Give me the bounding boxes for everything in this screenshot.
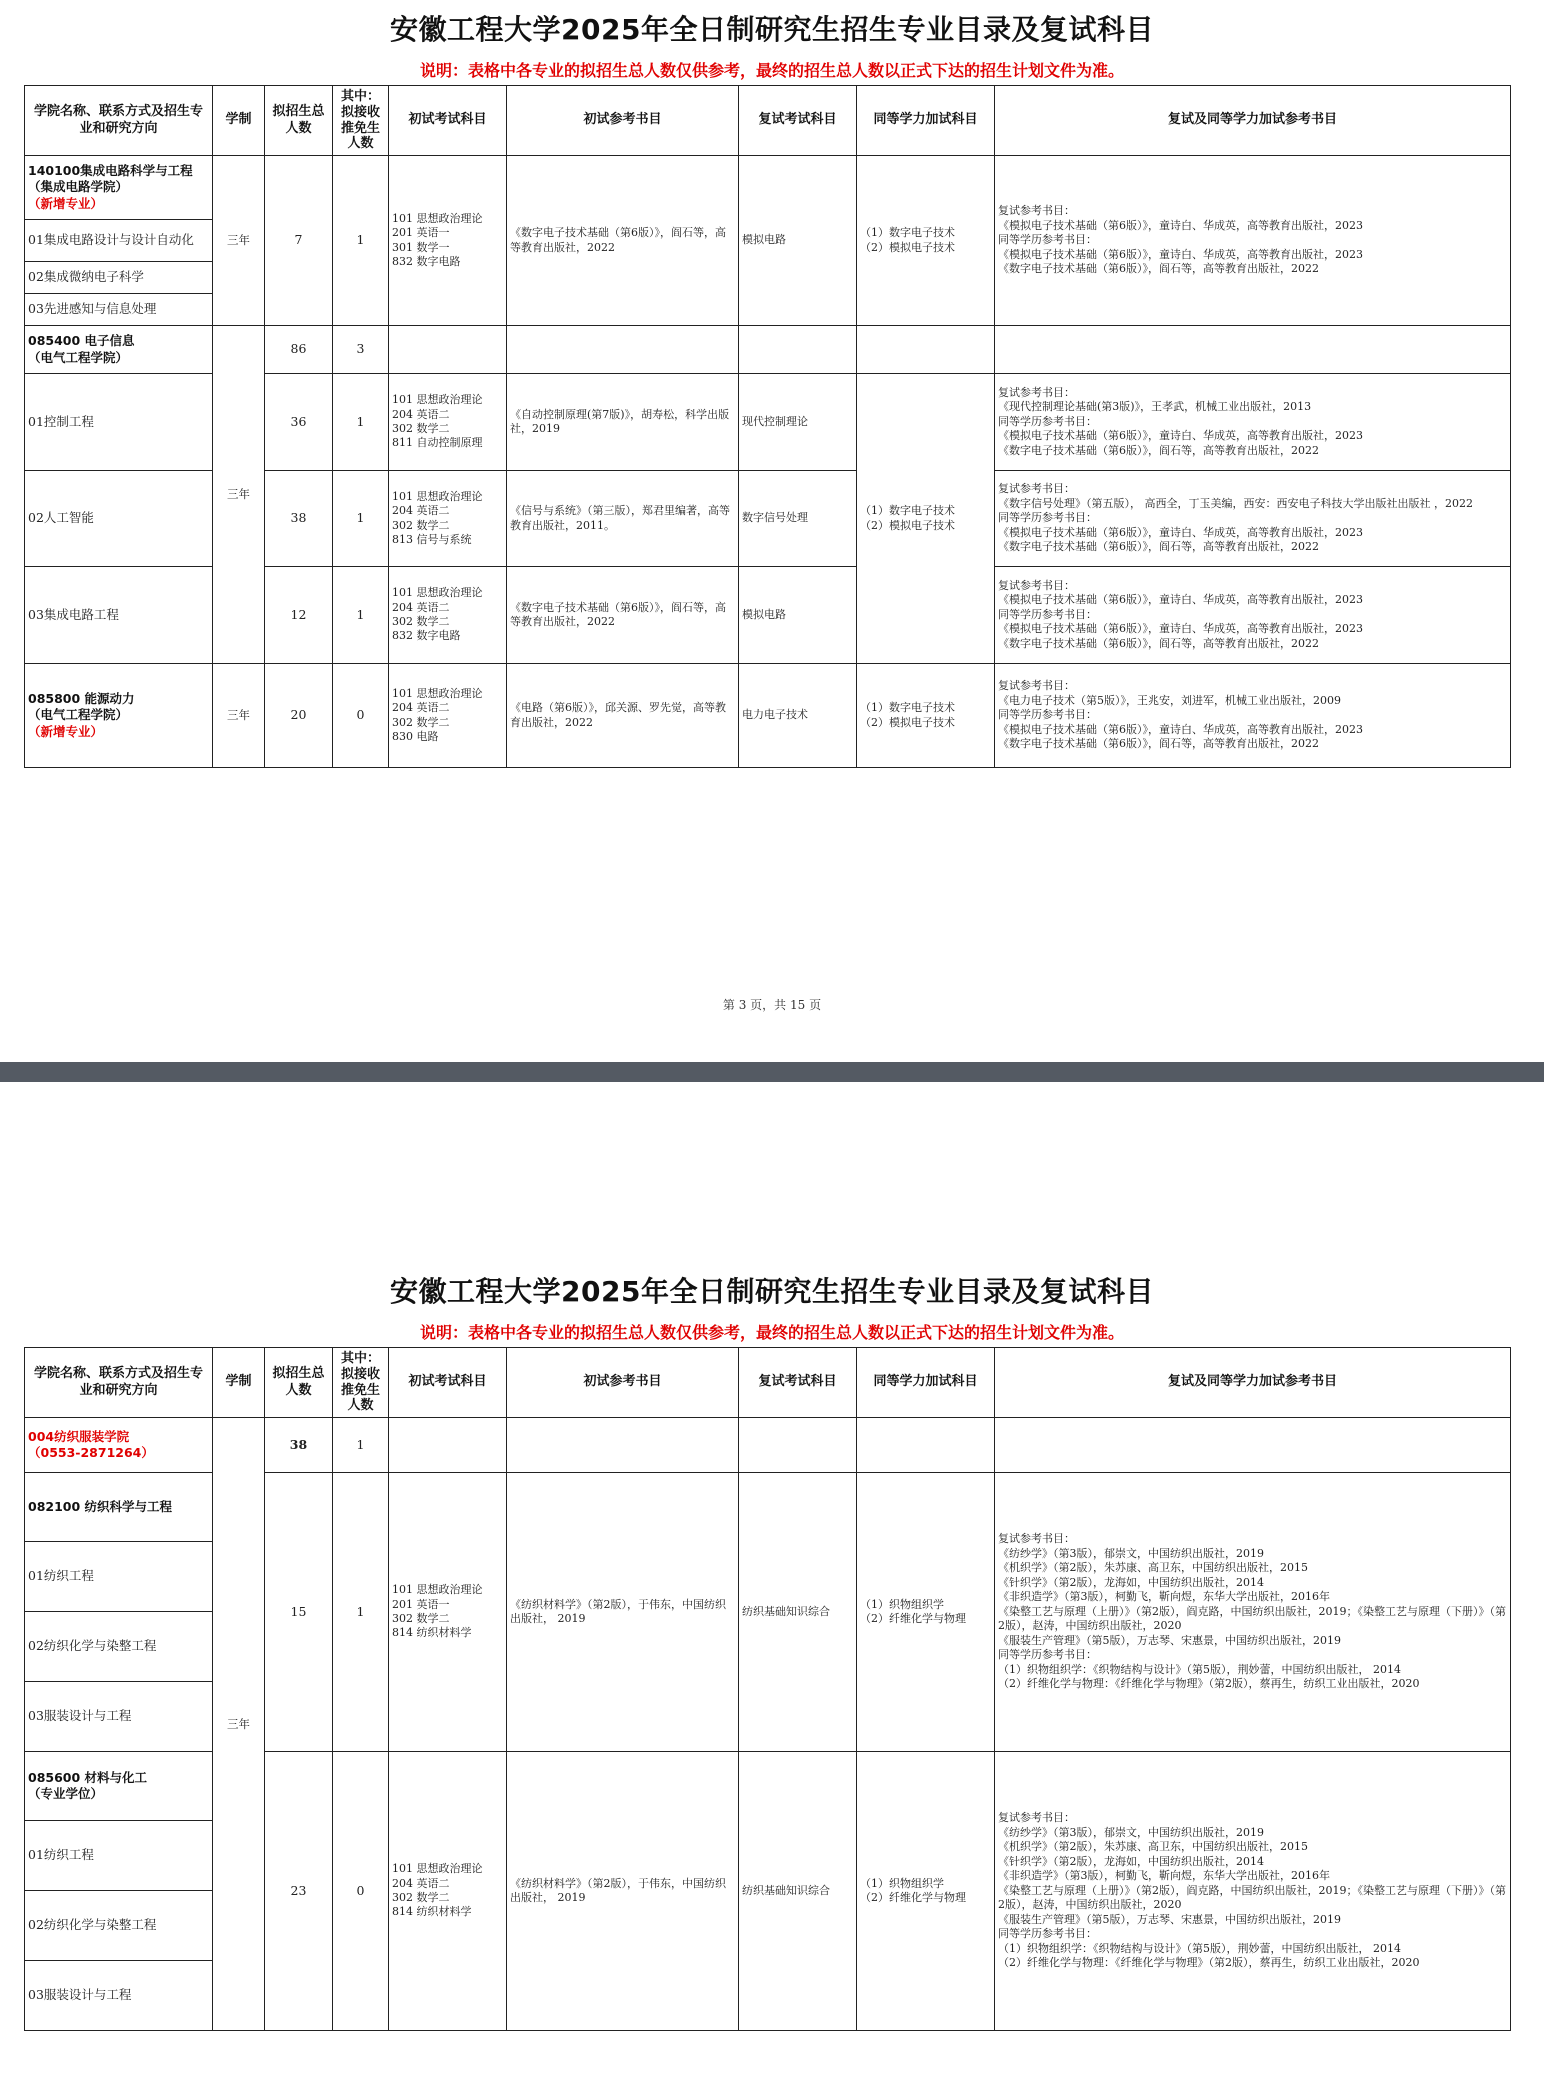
major-085800-cell — [25, 664, 213, 768]
duration-college: 三年 — [213, 1418, 265, 2031]
total-085600: 23 — [265, 1752, 333, 2031]
college-cell — [25, 1418, 213, 1473]
subjects-082100: 101 思想政治理论 201 英语一 302 数学二 814 纺织材料学 — [389, 1473, 507, 1752]
page-title: 安徽工程大学2025年全日制研究生招生专业目录及复试科目 — [390, 1275, 1154, 1308]
exempt-085600: 0 — [333, 1752, 389, 2031]
empty-cell — [857, 1418, 995, 1473]
header-college: 学院名称、联系方式及招生专业和研究方向 — [25, 86, 213, 156]
books-085400-02: 《信号与系统》（第三版），郑君里编著，高等教育出版社，2011。 — [507, 471, 739, 567]
total-college: 38 — [265, 1418, 333, 1473]
equiv-082100: （1）织物组织学 （2）纤维化学与物理 — [857, 1473, 995, 1752]
duration-085800: 三年 — [213, 664, 265, 768]
header-row — [25, 1348, 1511, 1418]
equiv-085600: （1）织物组织学 （2）纤维化学与物理 — [857, 1752, 995, 2031]
refs-085600: 复试参考书目： 《纺纱学》（第3版），郁崇文，中国纺织出版社，2019 《机织学》（第2版），朱苏康、高卫东，中国纺织出版社，2015 《针织学》（第2版），龙海如，中国纺织出版社，2014 《非织造学》（第3版），柯勤飞，靳向煜，东华大学出版社，2016年 《染整工艺与原理（上册）》（第2版），阎克路，中国纺织出版社，2019；《染整工艺与原理（下册）》（第2版），赵涛，中国纺织出版社，2020 《服装生产管理》（第5版），万志琴、宋惠景，中国纺织出版社，2019 同等学历参考书目： （1）织物组织学：《织物结构与设计》（第5版），荆妙蕾，中国纺织出版社， 2014 （2）纤维化学与物理：《纤维化学与物理》（第2版），蔡再生，纺织工业出版社，2020 — [995, 1752, 1511, 2031]
major-085800-new-tag: （新增专业） — [28, 723, 104, 739]
dir-082100-02: 02纺织化学与染整工程 — [25, 1612, 213, 1682]
empty-cell — [507, 1418, 739, 1473]
header-row — [25, 86, 1511, 156]
subjects-085400-02: 101 思想政治理论 204 英语二 302 数学二 813 信号与系统 — [389, 471, 507, 567]
page-title: 安徽工程大学2025年全日制研究生招生专业目录及复试科目 — [390, 13, 1154, 46]
exempt-082100: 1 — [333, 1473, 389, 1752]
dir-140100-03: 03先进感知与信息处理 — [25, 294, 213, 326]
retest-082100: 纺织基础知识综合 — [739, 1473, 857, 1752]
major-140100-college: （集成电路学院） — [28, 179, 129, 195]
exempt-085400-02: 1 — [333, 471, 389, 567]
dir-085600-02: 02纺织化学与染整工程 — [25, 1891, 213, 1961]
major-082100-title: 082100 纺织科学与工程 — [28, 1498, 173, 1514]
books-082100: 《纺织材料学》（第2版），于伟东，中国纺织出版社， 2019 — [507, 1473, 739, 1752]
major-085600-cell — [25, 1752, 213, 1821]
refs-082100: 复试参考书目： 《纺纱学》（第3版），郁崇文，中国纺织出版社，2019 《机织学》（第2版），朱苏康、高卫东，中国纺织出版社，2015 《针织学》（第2版），龙海如，中国纺织出版社，2014 《非织造学》（第3版），柯勤飞，靳向煜，东华大学出版社，2016年 《染整工艺与原理（上册）》（第2版），阎克路，中国纺织出版社，2019；《染整工艺与原理（下册）》（第2版），赵涛，中国纺织出版社，2020 《服装生产管理》（第5版），万志琴、宋惠景，中国纺织出版社，2019 同等学历参考书目： （1）织物组织学：《织物结构与设计》（第5版），荆妙蕾，中国纺织出版社， 2014 （2）纤维化学与物理：《纤维化学与物理》（第2版），蔡再生，纺织工业出版社，2020 — [995, 1473, 1511, 1752]
subjects-085600: 101 思想政治理论 204 英语二 302 数学二 814 纺织材料学 — [389, 1752, 507, 2031]
duration-140100: 三年 — [213, 156, 265, 326]
dir-140100-02: 02集成微纳电子科学 — [25, 262, 213, 294]
notice-text: 说明：表格中各专业的拟招生总人数仅供参考，最终的招生总人数以正式下达的招生计划文件为准。 — [419, 61, 1124, 80]
dir-082100-03: 03服装设计与工程 — [25, 1682, 213, 1752]
major-row-140100 — [25, 156, 1511, 220]
header-prelim-books: 初试参考书目 — [507, 86, 739, 156]
exempt-085800: 0 — [333, 664, 389, 768]
college-phone: （0553-2871264） — [28, 1445, 154, 1460]
dir-085600-03: 03服装设计与工程 — [25, 1961, 213, 2031]
exempt-140100: 1 — [333, 156, 389, 326]
empty-cell — [995, 1418, 1511, 1473]
header-prelim-books: 初试参考书目 — [507, 1348, 739, 1418]
major-140100-cell — [25, 156, 213, 220]
refs-085400-03: 复试参考书目： 《模拟电子技术基础（第6版）》，童诗白、华成英，高等教育出版社，2023 同等学历参考书目： 《模拟电子技术基础（第6版）》，童诗白、华成英，高等教育出版社，2023 《数字电子技术基础（第6版）》，阎石等，高等教育出版社，2022 — [995, 567, 1511, 664]
header-prelim-subjects: 初试考试科目 — [389, 86, 507, 156]
retest-085400-01: 现代控制理论 — [739, 374, 857, 471]
college-name: 004纺织服装学院 — [28, 1428, 130, 1444]
retest-085400-02: 数字信号处理 — [739, 471, 857, 567]
refs-140100: 复试参考书目： 《模拟电子技术基础（第6版）》，童诗白、华成英，高等教育出版社，2023 同等学历参考书目： 《模拟电子技术基础（第6版）》，童诗白、华成英，高等教育出版社，2023 《数字电子技术基础（第6版）》，阎石等，高等教育出版社，2022 — [995, 156, 1511, 326]
header-retest-subject: 复试考试科目 — [739, 86, 857, 156]
header-duration: 学制 — [213, 86, 265, 156]
equiv-140100: （1）数字电子技术 （2）模拟电子技术 — [857, 156, 995, 326]
college-row — [25, 1418, 1511, 1473]
dir-082100-01: 01纺织工程 — [25, 1542, 213, 1612]
refs-085400-01: 复试参考书目： 《现代控制理论基础(第3版)》，王孝武，机械工业出版社，2013 同等学历参考书目： 《模拟电子技术基础（第6版）》，童诗白、华成英，高等教育出版社，2023 《数字电子技术基础（第6版）》，阎石等，高等教育出版社，2022 — [995, 374, 1511, 471]
refs-085400-02: 复试参考书目： 《数字信号处理》（第五版）， 高西全，丁玉美编，西安：西安电子科技大学出版社出版社 ，2022 同等学历参考书目： 《模拟电子技术基础（第6版）》，童诗白、华成英，高等教育出版社，2023 《数字电子技术基础（第6版）》，阎石等，高等教育出版社，2022 — [995, 471, 1511, 567]
dir-140100-01: 01集成电路设计与设计自动化 — [25, 220, 213, 262]
exempt-college: 1 — [333, 1418, 389, 1473]
exempt-085400-01: 1 — [333, 374, 389, 471]
dir-085400-01: 01控制工程 — [25, 374, 213, 471]
books-140100: 《数字电子技术基础（第6版）》，阎石等，高等教育出版社，2022 — [507, 156, 739, 326]
empty-cell — [857, 326, 995, 374]
notice-text: 说明：表格中各专业的拟招生总人数仅供参考，最终的招生总人数以正式下达的招生计划文件为准。 — [419, 1323, 1124, 1342]
books-085600: 《纺织材料学》（第2版），于伟东，中国纺织出版社， 2019 — [507, 1752, 739, 2031]
equiv-085400: （1）数字电子技术 （2）模拟电子技术 — [857, 374, 995, 664]
exempt-085400-03: 1 — [333, 567, 389, 664]
empty-cell — [739, 1418, 857, 1473]
header-equivalent-subjects: 同等学力加试科目 — [857, 86, 995, 156]
dir-085400-03: 03集成电路工程 — [25, 567, 213, 664]
empty-cell — [739, 326, 857, 374]
header-retest-books: 复试及同等学力加试参考书目 — [995, 86, 1511, 156]
major-085600-college: （专业学位） — [28, 1786, 104, 1801]
total-140100: 7 — [265, 156, 333, 326]
major-085800-college: （电气工程学院） — [28, 707, 129, 723]
empty-cell — [389, 1418, 507, 1473]
header-prelim-subjects: 初试考试科目 — [389, 1348, 507, 1418]
books-085400-03: 《数字电子技术基础（第6版）》，阎石等，高等教育出版社，2022 — [507, 567, 739, 664]
total-085400-03: 12 — [265, 567, 333, 664]
major-085600-title: 085600 材料与化工 — [28, 1769, 148, 1785]
page-divider — [0, 1062, 1544, 1082]
header-total: 拟招生总人数 — [265, 1348, 333, 1418]
total-085800: 20 — [265, 664, 333, 768]
subjects-140100: 101 思想政治理论 201 英语一 301 数学一 832 数字电路 — [389, 156, 507, 326]
refs-085800: 复试参考书目： 《电力电子技术（第5版）》，王兆安，刘进军，机械工业出版社，2009 同等学历参考书目： 《模拟电子技术基础（第6版）》，童诗白、华成英，高等教育出版社，2023 《数字电子技术基础（第6版）》，阎石等，高等教育出版社，2022 — [995, 664, 1511, 768]
exempt-085400: 3 — [333, 326, 389, 374]
total-085400-02: 38 — [265, 471, 333, 567]
retest-085800: 电力电子技术 — [739, 664, 857, 768]
empty-cell — [389, 326, 507, 374]
subjects-085400-03: 101 思想政治理论 204 英语二 302 数学二 832 数字电路 — [389, 567, 507, 664]
major-140100-title: 140100集成电路科学与工程 — [28, 163, 193, 179]
major-row-085800 — [25, 664, 1511, 768]
catalog-table-page3 — [24, 85, 1511, 768]
retest-085400-03: 模拟电路 — [739, 567, 857, 664]
major-085400-cell — [25, 326, 213, 374]
duration-085400: 三年 — [213, 326, 265, 664]
header-exempt: 其中：拟接收推免生人数 — [333, 86, 389, 156]
dir-085400-02: 02人工智能 — [25, 471, 213, 567]
books-085400-01: 《自动控制原理(第7版)》，胡寿松，科学出版社，2019 — [507, 374, 739, 471]
header-retest-subject: 复试考试科目 — [739, 1348, 857, 1418]
subjects-085800: 101 思想政治理论 204 英语二 302 数学二 830 电路 — [389, 664, 507, 768]
header-exempt: 其中：拟接收推免生人数 — [333, 1348, 389, 1418]
retest-085600: 纺织基础知识综合 — [739, 1752, 857, 2031]
retest-140100: 模拟电路 — [739, 156, 857, 326]
total-082100: 15 — [265, 1473, 333, 1752]
empty-cell — [507, 326, 739, 374]
header-duration: 学制 — [213, 1348, 265, 1418]
equiv-085800: （1）数字电子技术 （2）模拟电子技术 — [857, 664, 995, 768]
header-retest-books: 复试及同等学力加试参考书目 — [995, 1348, 1511, 1418]
subjects-085400-01: 101 思想政治理论 204 英语二 302 数学二 811 自动控制原理 — [389, 374, 507, 471]
books-085800: 《电路（第6版）》，邱关源、罗先觉，高等教育出版社，2022 — [507, 664, 739, 768]
page-footer: 第 3 页，共 15 页 — [722, 998, 822, 1012]
empty-cell — [995, 326, 1511, 374]
dir-085600-01: 01纺织工程 — [25, 1821, 213, 1891]
catalog-table-page4 — [24, 1347, 1511, 2031]
major-row-085400 — [25, 326, 1511, 374]
total-085400: 86 — [265, 326, 333, 374]
major-085400-title: 085400 电子信息 — [28, 333, 135, 349]
header-college: 学院名称、联系方式及招生专业和研究方向 — [25, 1348, 213, 1418]
major-085800-title: 085800 能源动力 — [28, 691, 135, 707]
major-082100-cell — [25, 1473, 213, 1542]
major-140100-new-tag: （新增专业） — [28, 195, 104, 211]
document-page-4 — [0, 1082, 1544, 2090]
total-085400-01: 36 — [265, 374, 333, 471]
header-equivalent-subjects: 同等学力加试科目 — [857, 1348, 995, 1418]
header-total: 拟招生总人数 — [265, 86, 333, 156]
major-085400-college: （电气工程学院） — [28, 349, 129, 365]
